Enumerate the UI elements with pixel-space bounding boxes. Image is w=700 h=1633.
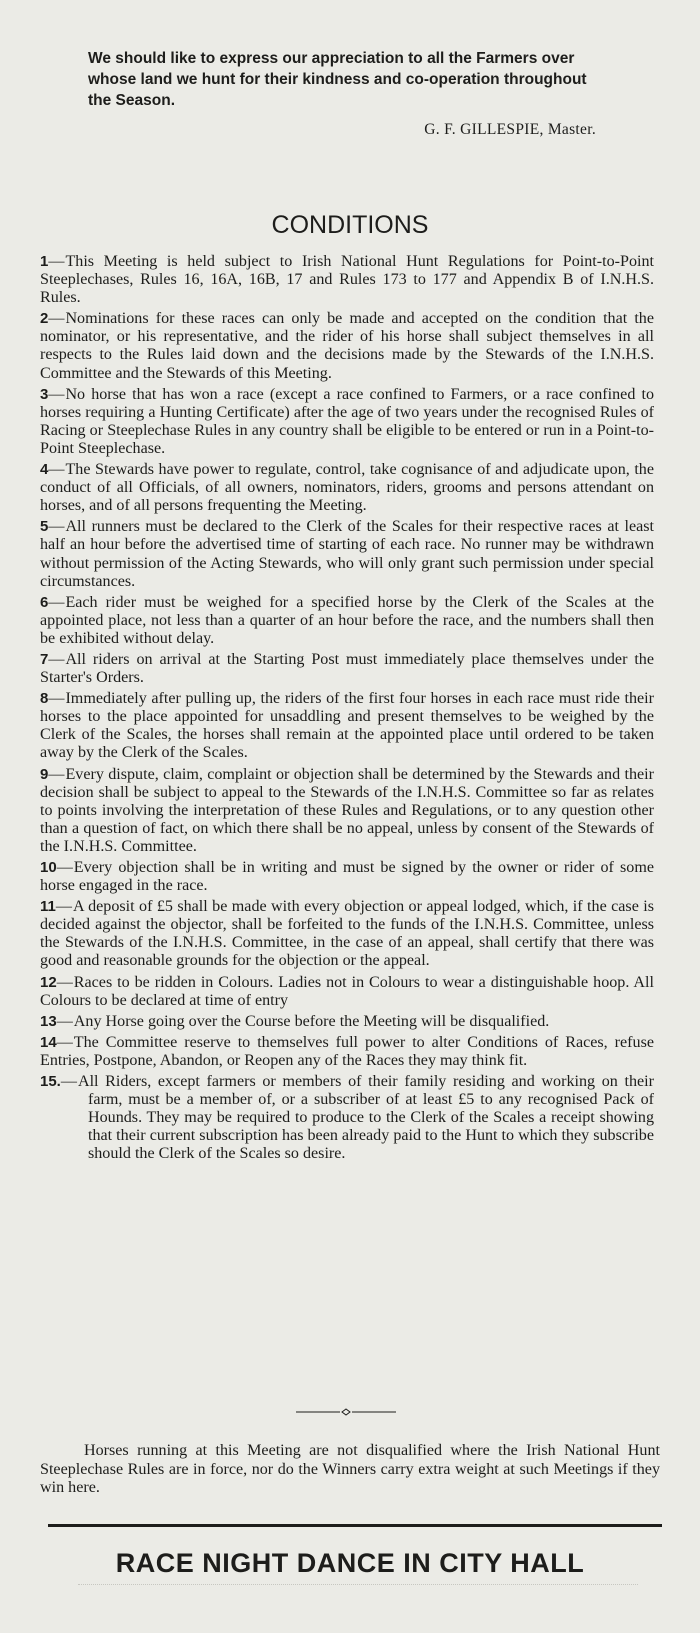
- condition-item: 12—Races to be ridden in Colours. Ladies not in Colours to wear a distinguishable hoop. All Colours to be declared at time of entry: [40, 973, 654, 1009]
- condition-text: The Stewards have power to regulate, control, take cognisance of and adjudicate upon, the conduct of all Officials, of all owners, nominators, riders, grooms and persons attendant on horses, and of all persons frequenting the Meeting.: [40, 461, 654, 515]
- condition-item: 3—No horse that has won a race (except a race confined to Farmers, or a race confined to horses requiring a Hunting Certificate) after the age of two years under the recognised Rules of Racing or Steeplechase Rules in any country shall be eligible to be entered or run in a Point-to-Point Steeplechase.: [40, 385, 654, 457]
- condition-item: 1—This Meeting is held subject to Irish National Hunt Regulations for Point-to-Point Steeplechases, Rules 16, 16A, 16B, 17 and Rules 173 to 177 and Appendix B of I.N.H.S. Rules.: [40, 253, 654, 307]
- condition-item: 5—All runners must be declared to the Clerk of the Scales for their respective races at least half an hour before the advertised time of starting of each race. No runner may be withdrawn without permission of the Acting Stewards, who will only grant such permission under special circumstances.: [40, 518, 654, 590]
- condition-number: 8: [40, 690, 49, 708]
- condition-item: 10—Every objection shall be in writing and must be signed by the owner or rider of some horse engaged in the race.: [40, 859, 654, 895]
- condition-number: 10: [40, 859, 57, 876]
- master-signature: G. F. GILLESPIE, Master.: [424, 121, 596, 138]
- divider-ornament-icon: [296, 1406, 396, 1418]
- appreciation-text: We should like to express our appreciation to all the Farmers over whose land we hunt for their kindness and co-operation throughout the Season.: [88, 50, 587, 109]
- disqualification-note: Horses running at this Meeting are not disqualified where the Irish National Hunt Steeplechase Rules are in force, nor do the Winners carry extra weight at such Meetings if they win here.: [40, 1442, 660, 1496]
- condition-text: Every dispute, claim, complaint or objection shall be determined by the Stewards and their decision shall be subject to appeal to the Stewards of the I.N.H.S. Committee so far as relates to points involving the interpretation of these Rules and Regulations, or to any question other than a question of fact, on which there shall be no appeal, unless by consent of the Stewards of the I.N.H.S. Committee.: [40, 765, 654, 855]
- conditions-list: [40, 253, 654, 1167]
- condition-item: 4—The Stewards have power to regulate, control, take cognisance of and adjudicate upon, the conduct of all Officials, of all owners, nominators, riders, grooms and persons attendant on horses, and of all persons frequenting the Meeting.: [40, 461, 654, 515]
- condition-number: 5: [40, 518, 49, 536]
- condition-item: 7—All riders on arrival at the Starting Post must immediately place themselves under the Starter's Orders.: [40, 650, 654, 687]
- conditions-heading: CONDITIONS: [271, 211, 429, 239]
- condition-number: 14: [40, 1033, 57, 1051]
- condition-number: 15.: [40, 1073, 61, 1091]
- condition-text: Every objection shall be in writing and must be signed by the owner or rider of some horse engaged in the race.: [40, 859, 654, 895]
- condition-text: Any Horse going over the Course before the Meeting will be disqualified.: [73, 1012, 550, 1030]
- condition-text: All runners must be declared to the Clerk of the Scales for their respective races at least half an hour before the advertised time of starting of each race. No runner may be withdrawn without permission of the Acting Stewards, who will only grant such permission under special circumstances.: [40, 518, 654, 590]
- condition-text: A deposit of £5 shall be made with every objection or appeal lodged, which, if the case is decided against the objector, shall be forfeited to the funds of the I.N.H.S. Committee, unless the Stewards of the I.N.H.S. Committee, in the case of an appeal, shall certify that there was good and reasonable grounds for the objection or the appeal.: [40, 898, 654, 970]
- condition-number: 2: [40, 310, 49, 328]
- condition-item: 11—A deposit of £5 shall be made with every objection or appeal lodged, which, if the case is decided against the objector, shall be forfeited to the funds of the I.N.H.S. Committee, unless the Stewards of the I.N.H.S. Committee, in the case of an appeal, shall certify that there was good and reasonable grounds for the objection or the appeal.: [40, 898, 654, 970]
- condition-number: 9: [40, 765, 49, 783]
- condition-text: All riders on arrival at the Starting Post must immediately place themselves under the Starter's Orders.: [40, 650, 654, 687]
- condition-item: 13—Any Horse going over the Course before the Meeting will be disqualified.: [40, 1012, 550, 1030]
- condition-text: All Riders, except farmers or members of their family residing and working on their farm, must be a member of, or a subscriber of at least £5 to any recognised Pack of Hounds. They may be required to produce to the Clerk of the Scales a receipt showing that their current subscription has been already paid to the Hunt to which they subscribe should the Clerk of the Scales so desire.: [77, 1073, 654, 1163]
- condition-number: 3: [40, 385, 49, 403]
- condition-text: No horse that has won a race (except a race confined to Farmers, or a race confined to horses requiring a Hunting Certificate) after the age of two years under the recognised Rules of Racing or Steeplechase Rules in any country shall be eligible to be entered or run in a Point-to-Point Steeplechase.: [40, 385, 654, 457]
- condition-item: 8—Immediately after pulling up, the riders of the first four horses in each race must ride their horses to the place appointed for unsaddling and present themselves to be weighed by the Clerk of the Scales, the horses shall remain at the appointed place until ordered to be taken away by the Clerk of the Scales.: [40, 690, 654, 762]
- condition-text: Nominations for these races can only be made and accepted on the condition that the nominator, or his representative, and the rider of his horse shall subject themselves in all respects to the Rules laid down and the decisions made by the Stewards of the I.N.H.S. Committee and the Stewards of this Meeting.: [40, 310, 654, 382]
- condition-item: 14—The Committee reserve to themselves full power to alter Conditions of Races, refuse Entries, Postpone, Abandon, or Reopen any of the Races they may think fit.: [40, 1033, 654, 1069]
- condition-number: 4: [40, 461, 49, 479]
- appreciation-notice: [88, 48, 608, 111]
- condition-text: This Meeting is held subject to Irish National Hunt Regulations for Point-to-Point Steeplechases, Rules 16, 16A, 16B, 17 and Rules 173 to 177 and Appendix B of I.N.H.S. Rules.: [40, 253, 654, 307]
- condition-text: Races to be ridden in Colours. Ladies not in Colours to wear a distinguishable hoop. All Colours to be declared at time of entry: [40, 973, 654, 1009]
- dance-announcement: RACE NIGHT DANCE IN CITY HALL: [115, 1548, 585, 1578]
- condition-number: 11: [40, 898, 56, 916]
- condition-text: The Committee reserve to themselves full power to alter Conditions of Races, refuse Entries, Postpone, Abandon, or Reopen any of the Races they may think fit.: [40, 1033, 654, 1069]
- condition-item: 9—Every dispute, claim, complaint or objection shall be determined by the Stewards and their decision shall be subject to appeal to the Stewards of the I.N.H.S. Committee so far as relates to points involving the interpretation of these Rules and Regulations, or to any question other than a question of fact, on which there shall be no appeal, unless by consent of the Stewards of the I.N.H.S. Committee.: [40, 765, 654, 855]
- condition-number: 6: [40, 593, 49, 611]
- condition-number: 12: [40, 973, 57, 991]
- condition-item: 2—Nominations for these races can only be made and accepted on the condition that the nominator, or his representative, and the rider of his horse shall subject themselves in all respects to the Rules laid down and the decisions made by the Stewards of the I.N.H.S. Committee and the Stewards of this Meeting.: [40, 310, 654, 382]
- condition-item: 6—Each rider must be weighed for a specified horse by the Clerk of the Scales at the appointed place, not less than a quarter of an hour before the race, and the numbers shall then be exhibited without delay.: [40, 593, 654, 647]
- condition-item: 15.—All Riders, except farmers or members of their family residing and working on their farm, must be a member of, or a subscriber of at least £5 to any recognised Pack of Hounds. They may be required to produce to the Clerk of the Scales a receipt showing that their current subscription has been already paid to the Hunt to which they subscribe should the Clerk of the Scales so desire.: [40, 1073, 654, 1163]
- condition-number: 13: [40, 1012, 57, 1030]
- faded-subline: [78, 1584, 638, 1587]
- condition-text: Each rider must be weighed for a specified horse by the Clerk of the Scales at the appointed place, not less than a quarter of an hour before the race, and the numbers shall then be exhibited without delay.: [40, 593, 654, 647]
- condition-text: Immediately after pulling up, the riders of the first four horses in each race must ride their horses to the place appointed for unsaddling and present themselves to be weighed by the Clerk of the Scales, the horses shall remain at the appointed place until ordered to be taken away by the Clerk of the Scales.: [40, 690, 654, 762]
- horizontal-rule: [48, 1524, 662, 1527]
- condition-number: 1: [40, 253, 49, 270]
- condition-number: 7: [40, 650, 49, 668]
